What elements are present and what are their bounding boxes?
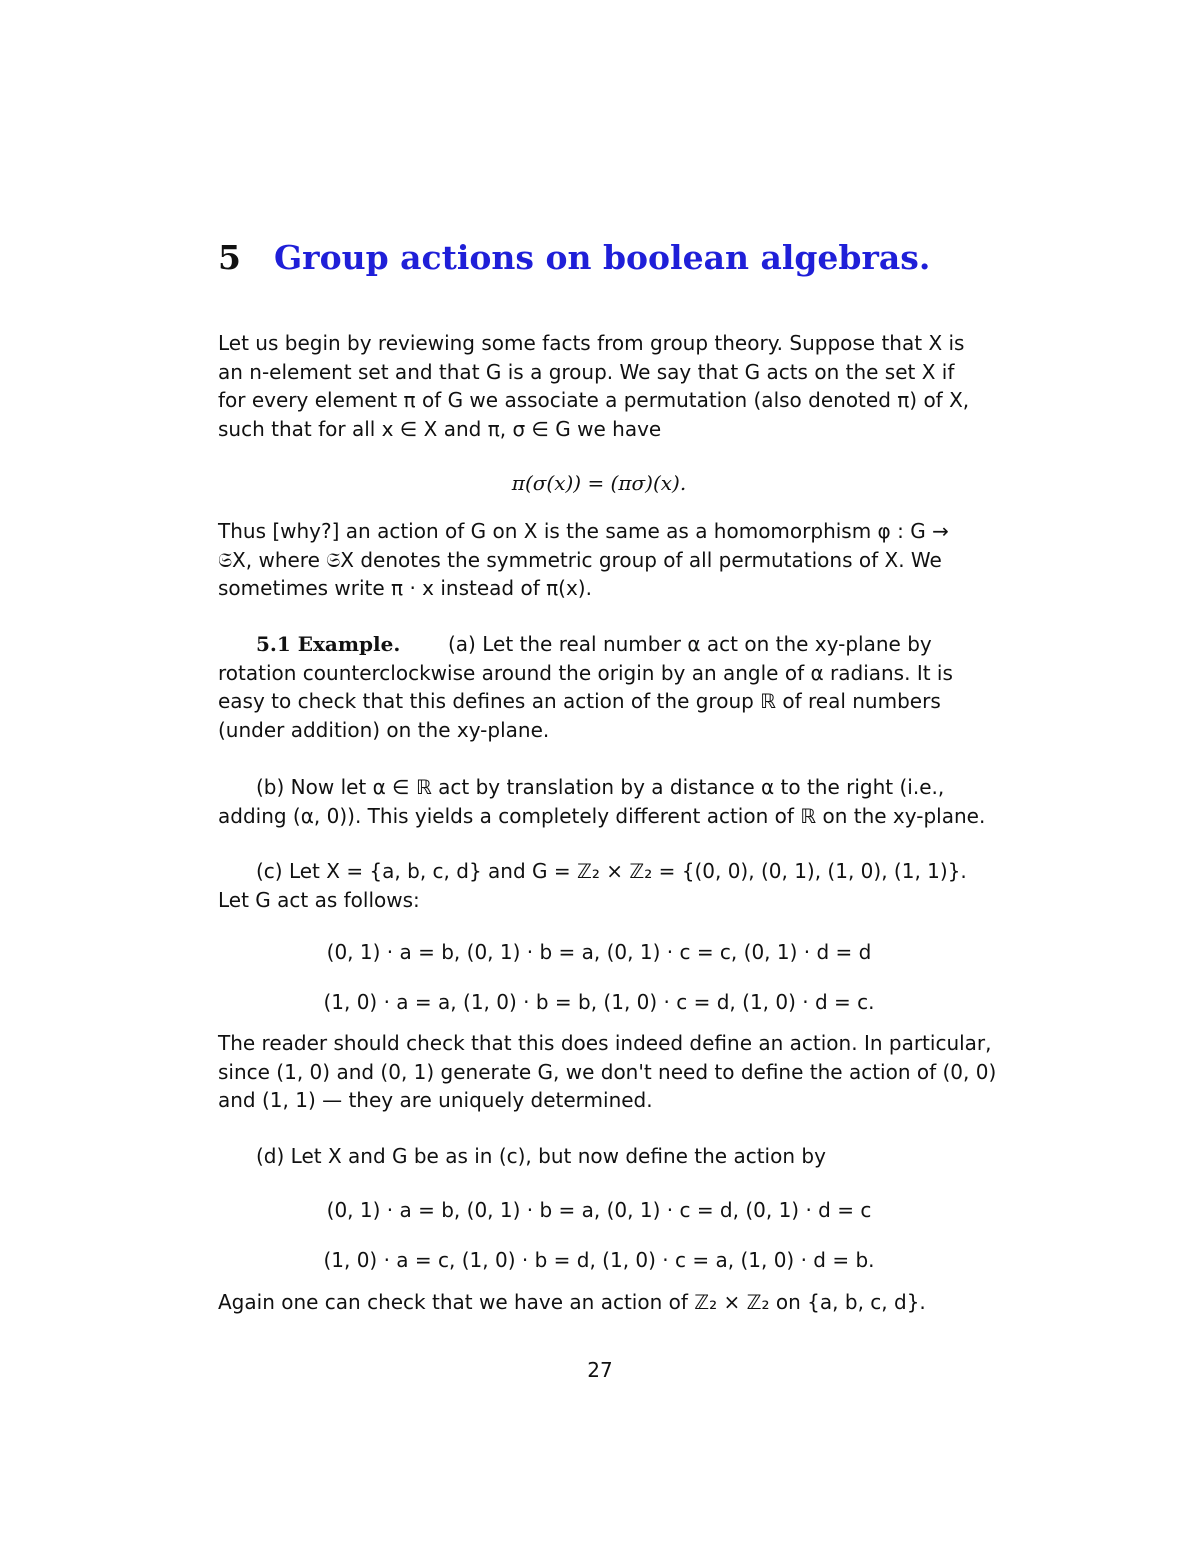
text-line: 𝔖X, where 𝔖X denotes the symmetric group of all permutations of X. We	[218, 547, 942, 572]
section-heading	[218, 236, 1018, 280]
example-part-a	[218, 630, 980, 744]
text-line: (d) Let X and G be as in (c), but now define the action by	[256, 1144, 826, 1168]
text-line: and (1, 1) — they are uniquely determined.	[218, 1088, 653, 1112]
text-line: Let us begin by reviewing some facts from group theory. Suppose that X is	[218, 331, 965, 355]
text-line: adding (α, 0)). This yields a completely different action of ℝ on the xy-plane.	[218, 803, 986, 828]
text-line: (b) Now let α ∈ ℝ act by translation by a distance α to the right (i.e.,	[256, 775, 945, 799]
intro-paragraph	[218, 329, 980, 443]
text-line: (a) Let the real number α act on the xy-plane by	[448, 632, 932, 656]
text-line: an n-element set and that G is a group. We say that G acts on the set X if	[218, 359, 955, 384]
text-line: Again one can check that we have an action of ℤ₂ × ℤ₂ on {a, b, c, d}.	[218, 1290, 926, 1314]
homomorphism-paragraph	[218, 517, 980, 603]
text-line: (c) Let X = {a, b, c, d} and G = ℤ₂ × ℤ₂ = {(0, 0), (0, 1), (1, 0), (1, 1)}.	[256, 859, 967, 883]
action-equation-row: (0, 1) · a = b, (0, 1) · b = a, (0, 1) · c = c, (0, 1) · d = d	[326, 940, 872, 964]
text-line: since (1, 0) and (0, 1) generate G, we don't need to define the action of (0, 0)	[218, 1059, 997, 1084]
section-number: 5	[218, 238, 241, 277]
text-line: Let G act as follows:	[218, 887, 420, 912]
display-equation: π(σ(x)) = (πσ)(x).	[511, 471, 687, 495]
text-line: sometimes write π · x instead of π(x).	[218, 576, 592, 600]
text-line: rotation counterclockwise around the origin by an angle of α radians. It is	[218, 660, 953, 685]
example-first-line	[218, 630, 980, 659]
action-equation-row: (0, 1) · a = b, (0, 1) · b = a, (0, 1) · c = d, (0, 1) · d = c	[326, 1198, 872, 1222]
example-part-c	[218, 857, 980, 914]
example-label: 5.1 Example.	[256, 632, 401, 656]
action-equation-row: (1, 0) · a = a, (1, 0) · b = b, (1, 0) · c = d, (1, 0) · d = c.	[323, 990, 875, 1014]
example-part-d-remark	[218, 1288, 980, 1317]
text-line: (under addition) on the xy-plane.	[218, 717, 550, 742]
text-line: for every element π of G we associate a permutation (also denoted π) of X,	[218, 388, 970, 412]
example-part-b	[218, 773, 986, 830]
action-equation-row: (1, 0) · a = c, (1, 0) · b = d, (1, 0) · c = a, (1, 0) · d = b.	[323, 1248, 875, 1272]
example-part-d	[218, 1142, 980, 1171]
section-title: Group actions on boolean algebras.	[274, 238, 931, 277]
text-line: easy to check that this defines an action of the group ℝ of real numbers	[218, 689, 941, 713]
text-line: The reader should check that this does indeed define an action. In particular,	[218, 1031, 992, 1055]
text-line: such that for all x ∈ X and π, σ ∈ G we have	[218, 416, 662, 441]
example-part-c-remark	[218, 1029, 997, 1115]
page-number: 27	[587, 1358, 613, 1382]
text-line: Thus [why?] an action of G on X is the same as a homomorphism φ : G →	[218, 519, 949, 543]
